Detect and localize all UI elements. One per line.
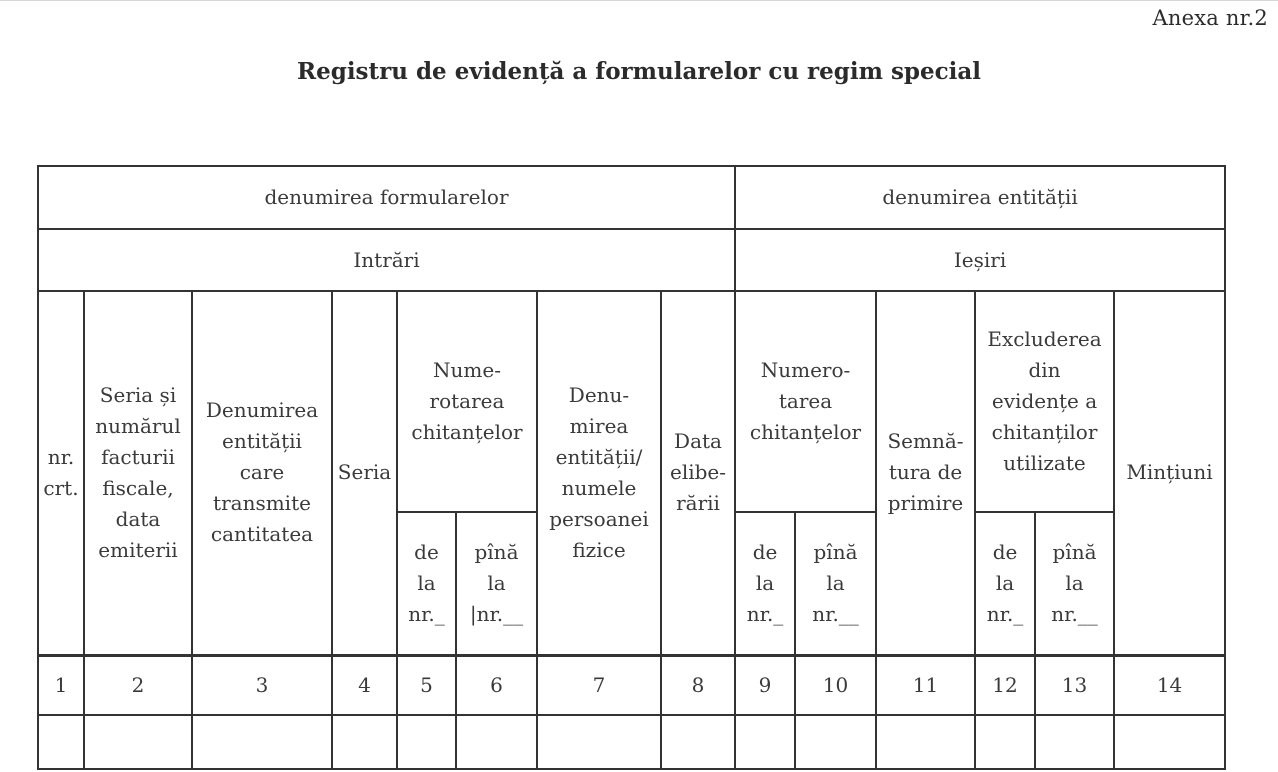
empty-cell[interactable] — [537, 715, 661, 769]
empty-cell[interactable] — [975, 715, 1035, 769]
empty-data-row — [38, 715, 1225, 769]
empty-cell[interactable] — [38, 715, 84, 769]
column-number: 4 — [332, 655, 397, 715]
mentiuni-header: Mințiuni — [1114, 291, 1225, 655]
pina-la-header-excludere: pînă la nr.__ — [1035, 512, 1114, 655]
register-table — [37, 165, 1226, 770]
column-number: 2 — [84, 655, 192, 715]
seria-numarul-header: Seria și numărul facturii fiscale, data emiterii — [84, 291, 192, 655]
seria-header: Seria — [332, 291, 397, 655]
empty-cell[interactable] — [1035, 715, 1114, 769]
de-la-header-excludere: de la nr._ — [975, 512, 1035, 655]
form-name-row — [38, 166, 1225, 229]
column-number: 9 — [735, 655, 795, 715]
nr-crt-header: nr. crt. — [38, 291, 84, 655]
column-number: 10 — [795, 655, 876, 715]
column-number: 14 — [1114, 655, 1225, 715]
de-la-header-intrari: de la nr._ — [397, 512, 456, 655]
empty-cell[interactable] — [1114, 715, 1225, 769]
column-number: 11 — [876, 655, 975, 715]
excluderea-header: Excluderea din evidențe a chitanților utilizate — [975, 291, 1114, 512]
empty-cell[interactable] — [735, 715, 795, 769]
empty-cell[interactable] — [84, 715, 192, 769]
empty-cell[interactable] — [332, 715, 397, 769]
intrari-header: Intrări — [38, 229, 735, 291]
empty-cell[interactable] — [661, 715, 735, 769]
document-title: Registru de evidență a formularelor cu regim special — [296, 58, 982, 85]
empty-cell[interactable] — [876, 715, 975, 769]
column-number: 7 — [537, 655, 661, 715]
column-number: 8 — [661, 655, 735, 715]
section-row — [38, 229, 1225, 291]
top-rule — [0, 0, 1278, 1]
denumirea-persoanei-header: Denu- mirea entității/ numele persoanei fizice — [537, 291, 661, 655]
data-eliberarii-header: Data elibe- rării — [661, 291, 735, 655]
numerotarea-iesiri-header: Numero- tarea chitanțelor — [735, 291, 876, 512]
column-header-row — [38, 291, 1225, 512]
column-number: 3 — [192, 655, 332, 715]
empty-cell[interactable] — [456, 715, 537, 769]
iesiri-header: Ieșiri — [735, 229, 1225, 291]
pina-la-header-iesiri: pînă la nr.__ — [795, 512, 876, 655]
column-number: 1 — [38, 655, 84, 715]
denumirea-entitatii-header: Denumirea entității care transmite cantitatea — [192, 291, 332, 655]
column-number: 5 — [397, 655, 456, 715]
column-number: 13 — [1035, 655, 1114, 715]
numerotarea-intrari-header: Nume- rotarea chitanțelor — [397, 291, 537, 512]
column-number-row — [38, 655, 1225, 715]
de-la-header-iesiri: de la nr._ — [735, 512, 795, 655]
empty-cell[interactable] — [397, 715, 456, 769]
column-number: 6 — [456, 655, 537, 715]
forms-name-cell: denumirea formularelor — [38, 166, 735, 229]
empty-cell[interactable] — [795, 715, 876, 769]
semnatura-header: Semnă- tura de primire — [876, 291, 975, 655]
column-number: 12 — [975, 655, 1035, 715]
empty-cell[interactable] — [192, 715, 332, 769]
pina-la-header-intrari: pînă la |nr.__ — [456, 512, 537, 655]
entity-name-cell: denumirea entității — [735, 166, 1225, 229]
annex-label: Anexa nr.2 — [1152, 6, 1268, 30]
